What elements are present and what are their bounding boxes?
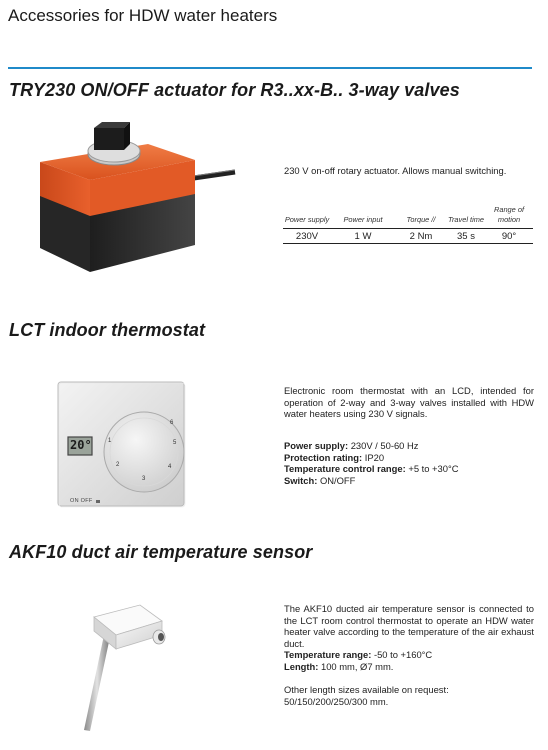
table-cell: 1 W	[331, 229, 395, 244]
actuator-description: 230 V on-off rotary actuator. Allows manual switching.	[284, 165, 507, 176]
column-header: Power supply	[283, 205, 331, 229]
spec-line	[284, 452, 534, 464]
spec-value: 100 mm, Ø7 mm.	[320, 660, 394, 672]
thermostat-specs	[284, 440, 534, 486]
switch-label: ON OFF	[70, 498, 93, 504]
dial-number: 1	[108, 438, 112, 444]
sensor-note: Other length sizes available on request: 50/150/200/250/300 mm.	[284, 684, 449, 707]
spec-value: ON/OFF	[319, 474, 356, 486]
spec-line	[284, 649, 534, 661]
dial-number: 6	[170, 420, 174, 426]
column-header: Torque //	[395, 205, 447, 229]
actuator-photo	[30, 120, 250, 285]
column-header: Travel time	[447, 205, 485, 229]
thermostat-title: LCT indoor thermostat	[9, 320, 206, 340]
column-header: Range of motion	[485, 205, 533, 229]
spec-value: -50 to +160°C	[373, 649, 433, 660]
spec-label: Length:	[284, 660, 319, 672]
spec-label: Power supply:	[284, 440, 349, 451]
table-row	[283, 229, 533, 244]
spec-line	[284, 475, 534, 487]
spec-value: 230V / 50-60 Hz	[350, 440, 419, 451]
spec-label: Temperature range:	[284, 649, 372, 660]
spec-value: +5 to +30°C	[408, 463, 459, 475]
sensor-photo	[70, 595, 180, 740]
spec-label: Switch:	[284, 474, 318, 486]
spec-line	[284, 463, 534, 475]
table-cell: 230V	[283, 229, 331, 244]
table-header-row	[283, 205, 533, 229]
dial-number: 5	[173, 440, 177, 446]
table-cell: 90°	[485, 229, 533, 244]
sensor-description: The AKF10 ducted air temperature sensor is connected to the LCT room control thermostat to operate an HDW water heater valve according to the temperature of the air exhaust duct.	[284, 603, 534, 649]
lcd-display: 20°	[70, 438, 92, 452]
dial-number: 2	[116, 462, 120, 468]
sensor-specs	[284, 649, 534, 672]
table-cell: 2 Nm	[395, 229, 447, 244]
column-header: Power input	[331, 205, 395, 229]
table-cell: 35 s	[447, 229, 485, 244]
spec-value: IP20	[364, 451, 385, 463]
section-divider	[8, 67, 532, 69]
spec-line	[284, 440, 534, 452]
sensor-title: AKF10 duct air temperature sensor	[9, 542, 313, 562]
spec-line	[284, 661, 534, 673]
actuator-title: TRY230 ON/OFF actuator for R3..xx-B.. 3-way valves	[9, 80, 460, 100]
actuator-spec-table	[283, 205, 533, 244]
thermostat-photo	[56, 380, 186, 510]
spec-label: Protection rating:	[284, 451, 363, 463]
dial-number: 4	[168, 464, 172, 470]
page-title: Accessories for HDW water heaters	[8, 6, 278, 25]
thermostat-description: Electronic room thermostat with an LCD, intended for operation of 2-way and 3-way valves installed with HDW water heaters using 230 V signals.	[284, 385, 534, 420]
dial-number: 3	[142, 476, 146, 482]
spec-label: Temperature control range:	[284, 463, 406, 475]
